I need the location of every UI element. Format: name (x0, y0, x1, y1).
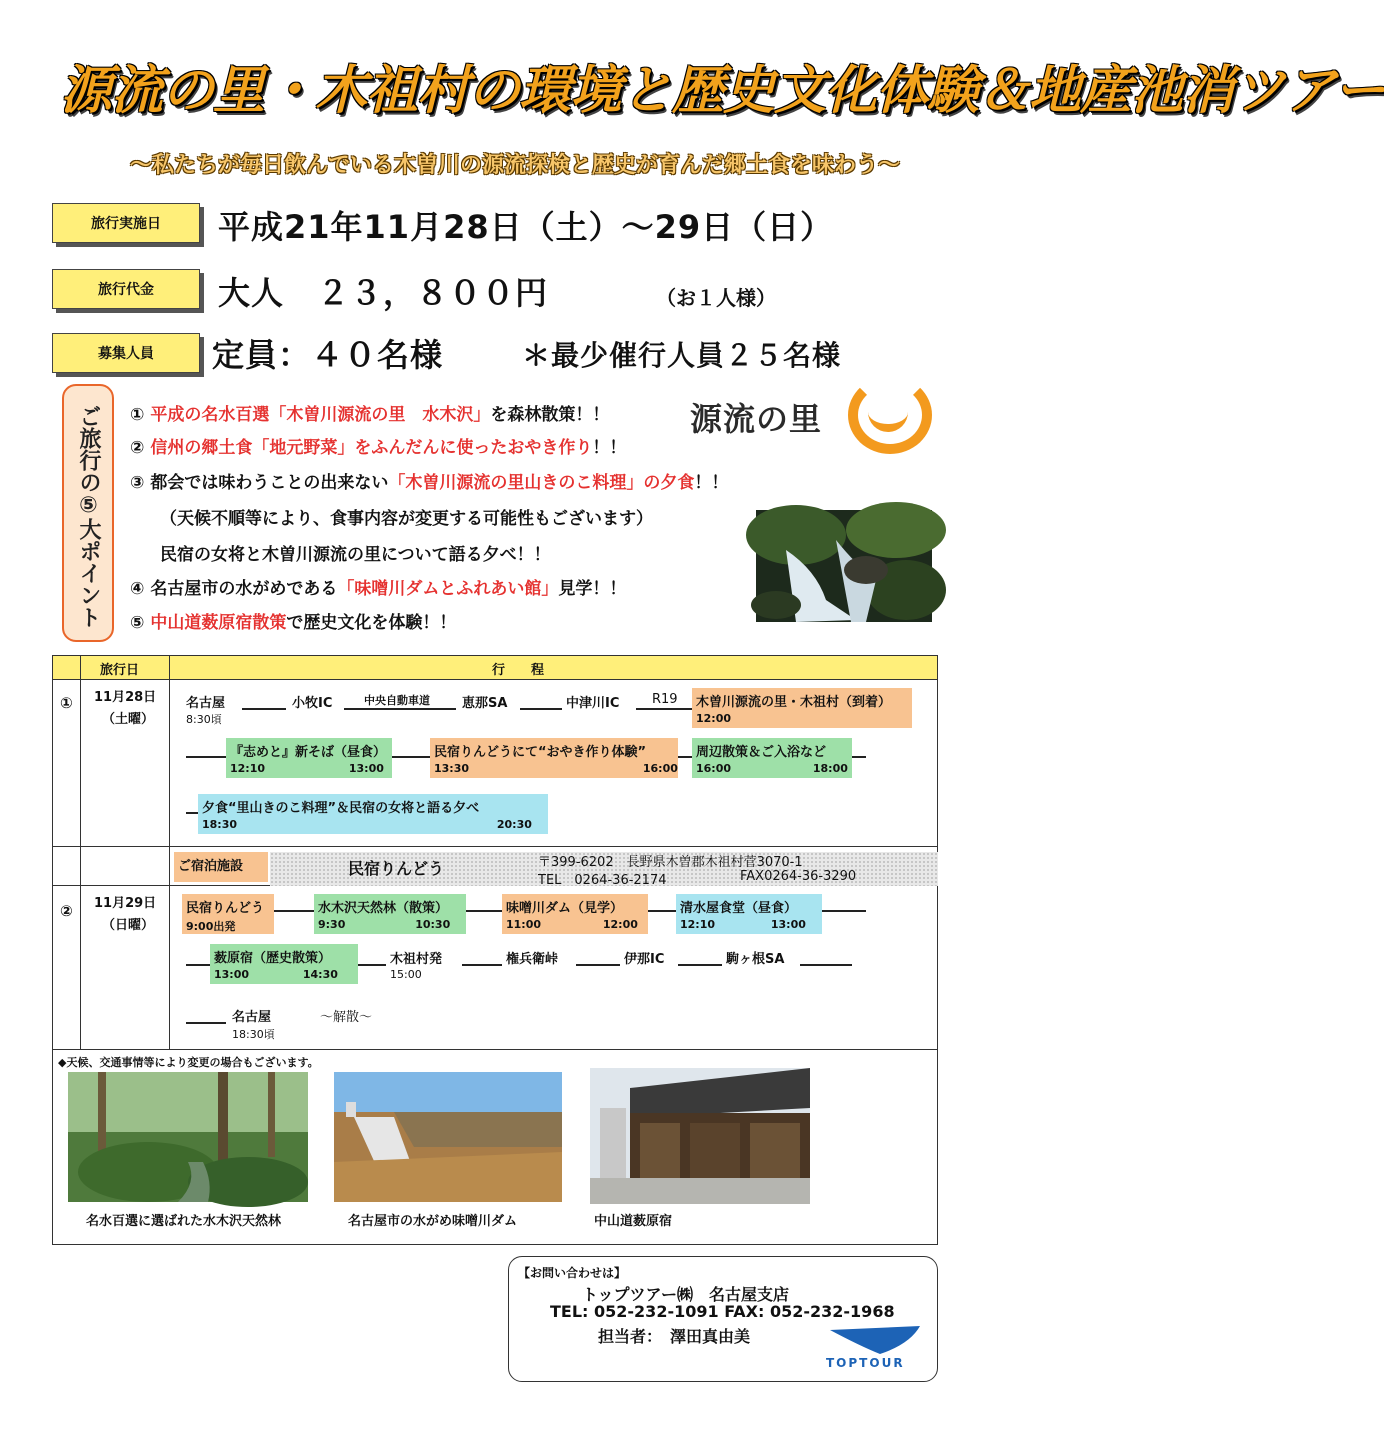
point-3-num: ③ (130, 473, 145, 493)
point-3-extra: 民宿の女将と木曽川源流の里について語る夕べ！！ (160, 545, 551, 565)
date-value: 平成21年11月28日（土）〜29日（日） (218, 208, 834, 246)
caption-forest: 名水百選に選ばれた水木沢天然林 (86, 1214, 282, 1229)
dam-photo (334, 1072, 562, 1202)
route-line (466, 910, 502, 912)
toptour-logo-text: TOPTOUR (826, 1356, 905, 1370)
contact-heading: 【お問い合わせは】 (518, 1266, 627, 1280)
d2-yabuhara: 薮原宿（歴史散策） (214, 951, 332, 966)
d2-kiso-depart: 木祖村発 (390, 952, 443, 967)
d1-arrival: 木曽川源流の里・木祖村（到着） (696, 695, 892, 710)
d2-yabuhara-times (214, 968, 354, 981)
stay-label: ご宿泊施設 (174, 852, 268, 882)
day2-number: ② (60, 902, 73, 920)
d2-depart-time: 9:00出発 (186, 920, 236, 933)
d2-forest-start: 9:30 (318, 918, 346, 931)
day1-dow: （土曜） (102, 712, 155, 727)
capacity-label: 募集人員 (52, 333, 200, 373)
d2-dismissal: 〜解散〜 (320, 1010, 373, 1025)
point-4 (130, 574, 626, 599)
point-4-pre: 名古屋市の水がめである (150, 579, 338, 599)
d2-nagoya-time: 18:30頃 (232, 1028, 275, 1041)
stay-tel: TEL 0264-36-2174 (538, 873, 667, 888)
d2-nagoya: 名古屋 (232, 1010, 272, 1025)
price-value: 大人 ２３，８００円 (218, 274, 549, 312)
d1-bath-start: 16:00 (696, 762, 732, 775)
d1-lunch-start: 12:10 (230, 762, 266, 775)
route-line (186, 1022, 226, 1024)
d1-oyaki-times (434, 762, 678, 775)
route-line (392, 756, 430, 758)
col-date-header: 旅行日 (100, 663, 140, 678)
route-line (636, 708, 692, 710)
point-2-num: ② (130, 438, 145, 458)
caption-yabuhara: 中山道薮原宿 (594, 1214, 673, 1229)
point-5-highlight: 中山道薮原宿散策 (150, 613, 287, 633)
route-line (678, 756, 692, 758)
route-line (462, 964, 502, 966)
route-line (186, 756, 226, 758)
d2-kiso-depart-time: 15:00 (390, 968, 422, 981)
d2-forest-times (318, 918, 462, 931)
d2-yabuhara-block (210, 944, 358, 984)
point-4-num: ④ (130, 579, 145, 599)
d1-nagoya-time: 8:30頃 (186, 713, 222, 726)
d1-bath-end: 18:00 (812, 762, 848, 775)
d1-dinner-times (202, 818, 544, 831)
d2-lunch-end: 13:00 (770, 918, 806, 931)
point-5-rest: で歴史文化を体験！！ (286, 613, 457, 633)
waterfall-photo (756, 510, 932, 622)
d2-lunch-block (676, 894, 822, 934)
contact-staff: 担当者： 澤田真由美 (598, 1327, 751, 1346)
d2-lunch-start: 12:10 (680, 918, 716, 931)
d1-dinner-block (198, 794, 548, 834)
d1-lunch-block (226, 738, 392, 778)
point-3-pre: 都会では味わうことの出来ない (150, 473, 389, 493)
d2-lunch-times (680, 918, 818, 931)
divider (169, 655, 170, 1050)
d1-lunch-times (230, 762, 388, 775)
d1-ena-sa: 恵那SA (462, 696, 508, 711)
d1-bath-times (696, 762, 848, 775)
point-3-rest: ！！ (694, 473, 729, 493)
point-5-num: ⑤ (130, 613, 145, 633)
d2-ina-ic: 伊那IC (624, 952, 665, 967)
forest-photo (68, 1072, 308, 1202)
d2-minshuku: 民宿りんどう (186, 901, 265, 916)
route-line (358, 964, 386, 966)
d1-arrival-time: 12:00 (696, 712, 732, 725)
d1-oyaki: 民宿りんどうにて“おやき作り体験” (434, 745, 647, 760)
price-note: （お１人様） (656, 286, 776, 310)
route-line (576, 964, 620, 966)
change-note: ◆天候、交通事情等により変更の場合もございます。 (58, 1056, 319, 1069)
d1-oyaki-start: 13:30 (434, 762, 470, 775)
col-itinerary-header: 行 程 (492, 663, 545, 678)
caption-dam: 名古屋市の水がめ味噌川ダム (348, 1214, 518, 1229)
d2-lunch: 清水屋食堂（昼食） (680, 901, 798, 916)
route-line (852, 756, 866, 758)
d2-dam: 味噌川ダム（見学） (506, 901, 624, 916)
page-subtitle: 〜私たちが毎日飲んでいる木曽川の源流探検と歴史が育んだ郷土食を味わう〜 (129, 153, 900, 178)
d1-nagoya: 名古屋 (186, 696, 226, 711)
capacity-value: 定員：４０名様 (212, 336, 444, 374)
d2-forest-end: 10:30 (415, 918, 451, 931)
route-line (520, 708, 562, 710)
point-3 (130, 468, 728, 493)
d2-forest: 水木沢天然林（散策） (318, 901, 449, 916)
stay-fax: FAX0264-36-3290 (740, 869, 857, 884)
point-1-num: ① (130, 405, 145, 425)
d1-chuo-expressway: 中央自動車道 (364, 694, 430, 707)
d1-dinner: 夕食“里山きのこ料理”＆民宿の女将と語る夕べ (202, 801, 480, 816)
day1-date: 11月28日 (94, 690, 157, 705)
d1-r19: R19 (652, 692, 678, 707)
point-1 (130, 400, 609, 425)
contact-phones: TEL: 052-232-1091 FAX: 052-232-1968 (550, 1302, 895, 1321)
d1-nakatsugawa: 中津川IC (566, 696, 620, 711)
d1-lunch-end: 13:00 (348, 762, 384, 775)
day1-number: ① (60, 694, 73, 712)
d2-forest-block (314, 894, 466, 934)
route-line (274, 910, 314, 912)
contact-company: トップツアー㈱ 名古屋支店 (582, 1285, 790, 1304)
yabuhara-photo (590, 1068, 810, 1204)
price-label: 旅行代金 (52, 269, 200, 309)
d2-komagane-sa: 駒ヶ根SA (726, 952, 785, 967)
d1-arrival-block (692, 688, 912, 728)
d2-dam-block (502, 894, 648, 934)
page-title: 源流の里・木祖村の環境と歴史文化体験＆地産池消ツアー (60, 61, 1384, 121)
point-1-highlight: 平成の名水百選「木曽川源流の里 水木沢」 (150, 405, 491, 425)
d2-dam-times (506, 918, 644, 931)
d1-oyaki-block (430, 738, 678, 778)
d1-lunch: 『志めと』新そば（昼食） (230, 745, 387, 760)
divider (80, 655, 81, 1050)
point-3-highlight: 「木曽川源流の里山きのこ料理」の夕食 (388, 473, 695, 493)
d1-bath-block (692, 738, 852, 778)
d2-dam-start: 11:00 (506, 918, 542, 931)
date-label: 旅行実施日 (52, 203, 200, 243)
genryu-logo-text: 源流の里 (690, 400, 823, 438)
route-line (186, 964, 210, 966)
route-line (648, 910, 676, 912)
points-label: ご旅行の⑤大ポイント (62, 384, 114, 642)
route-line (800, 964, 852, 966)
day2-date: 11月29日 (94, 896, 157, 911)
toptour-logo-mark (830, 1326, 920, 1356)
route-line (242, 708, 286, 710)
d1-oyaki-end: 16:00 (642, 762, 678, 775)
route-line (822, 910, 866, 912)
point-2 (130, 433, 626, 458)
d1-dinner-start: 18:30 (202, 818, 238, 831)
d1-komaki: 小牧IC (292, 696, 333, 711)
point-3-note: （天候不順等により、食事内容が変更する可能性もございます） (160, 509, 653, 529)
stay-name: 民宿りんどう (348, 859, 445, 878)
stay-address: 〒399-6202 長野県木曽郡木祖村菅3070-1 (538, 855, 803, 870)
point-4-rest: 見学！！ (558, 579, 627, 599)
d2-minshuku-block (182, 894, 274, 934)
d2-gonbe-pass: 権兵衛峠 (506, 952, 559, 967)
route-line (678, 964, 722, 966)
d2-yabuhara-end: 14:30 (302, 968, 338, 981)
point-1-rest: を森林散策！！ (490, 405, 610, 425)
point-2-rest: ！！ (592, 438, 627, 458)
d1-bath: 周辺散策＆ご入浴など (696, 745, 827, 760)
d2-dam-end: 12:00 (602, 918, 638, 931)
day2-dow: （日曜） (102, 918, 155, 933)
divider (52, 846, 938, 847)
point-5 (130, 608, 456, 633)
point-4-highlight: 「味噌川ダムとふれあい館」 (337, 579, 559, 599)
d2-yabuhara-start: 13:00 (214, 968, 250, 981)
route-line (344, 708, 456, 710)
d1-dinner-end: 20:30 (496, 818, 532, 831)
point-2-highlight: 信州の郷土食「地元野菜」をふんだんに使ったおやき作り (150, 438, 593, 458)
capacity-note: ＊最少催行人員２５名様 (522, 339, 842, 372)
